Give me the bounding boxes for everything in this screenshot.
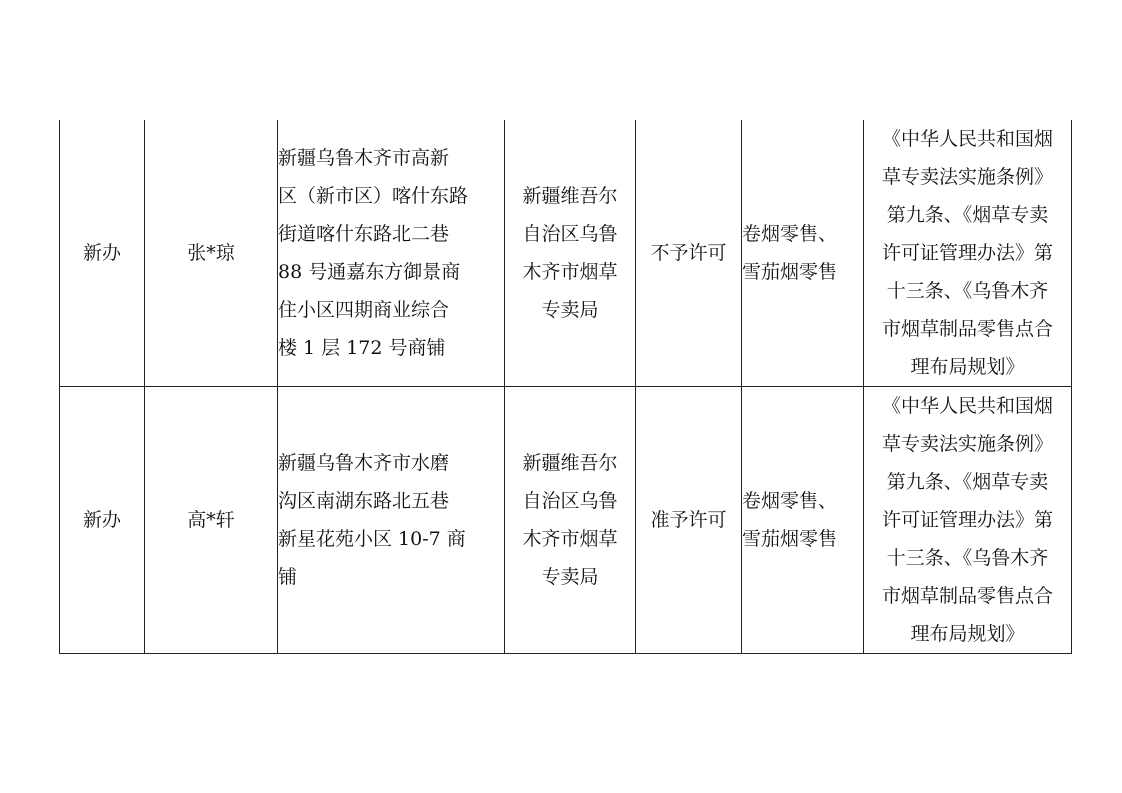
address-cell: 新疆乌鲁木齐市高新 区（新市区）喀什东路 街道喀什东路北二巷 88 号通嘉东方御景商 住小区四期商业综合 楼 1 层 172 号商铺 [278, 120, 505, 387]
name-cell: 张*琼 [145, 120, 278, 387]
name-cell: 高*轩 [145, 387, 278, 654]
address-cell: 新疆乌鲁木齐市水磨 沟区南湖东路北五巷 新星花苑小区 10-7 商 铺 [278, 387, 505, 654]
authority-cell: 新疆维吾尔 自治区乌鲁 木齐市烟草 专卖局 [505, 387, 636, 654]
legal-basis-cell: 《中华人民共和国烟 草专卖法实施条例》 第九条、《烟草专卖 许可证管理办法》第 十三条、《乌鲁木齐 市烟草制品零售点合 理布局规划》 [864, 387, 1072, 654]
legal-basis-cell: 《中华人民共和国烟 草专卖法实施条例》 第九条、《烟草专卖 许可证管理办法》第 十三条、《乌鲁木齐 市烟草制品零售点合 理布局规划》 [864, 120, 1072, 387]
scope-cell: 卷烟零售、 雪茄烟零售 [742, 387, 864, 654]
type-cell: 新办 [60, 120, 145, 387]
decision-cell: 准予许可 [636, 387, 742, 654]
decision-cell: 不予许可 [636, 120, 742, 387]
scope-cell: 卷烟零售、 雪茄烟零售 [742, 120, 864, 387]
table-row [60, 120, 1072, 387]
license-table [59, 120, 1072, 654]
authority-cell: 新疆维吾尔 自治区乌鲁 木齐市烟草 专卖局 [505, 120, 636, 387]
type-cell: 新办 [60, 387, 145, 654]
table-row [60, 387, 1072, 654]
